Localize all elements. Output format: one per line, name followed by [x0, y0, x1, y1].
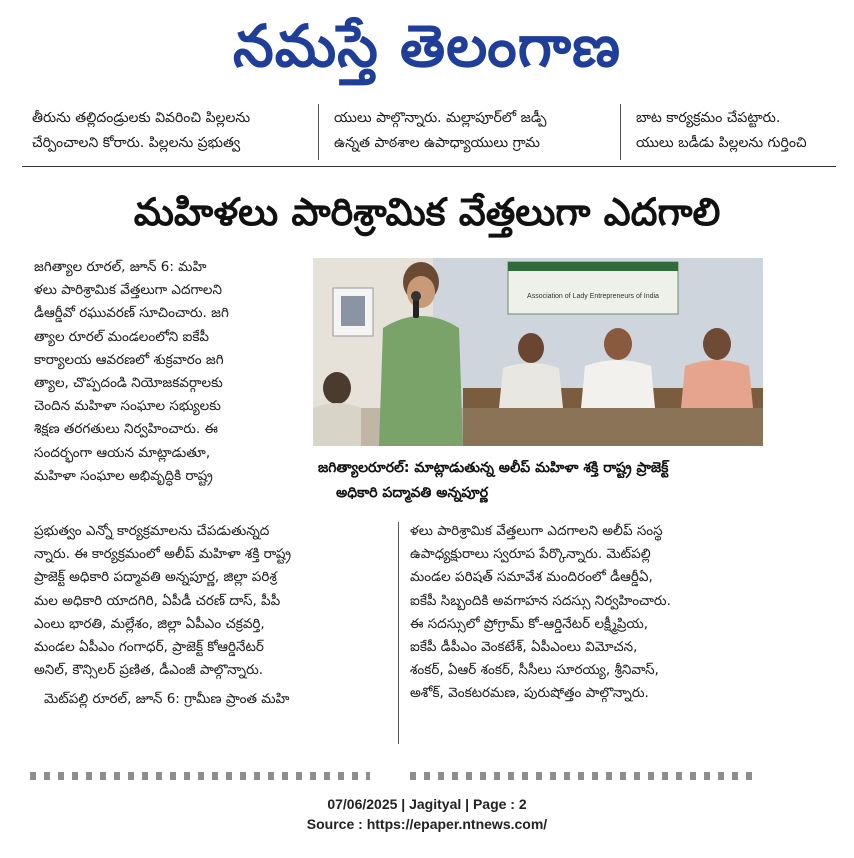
article-photo [313, 258, 763, 446]
previous-article-line: చేర్పించాలని కోరారు. పిల్లలను ప్రభుత్వ [32, 135, 241, 151]
article-line: అశోక్, వెంకటరమణ, పురుషోత్తం పాల్గొన్నారు. [410, 685, 649, 702]
previous-article-line: ఉన్నత పాఠశాల ఉపాధ్యాయులు గ్రామ [334, 135, 540, 151]
article-line: ప్రభుత్వం ఎన్నో కార్యక్రమాలను చేపడుతున్నద [34, 523, 270, 539]
column-divider [318, 104, 319, 160]
column-divider [620, 104, 621, 160]
article-line: అనిల్, కౌన్సిలర్ ప్రణిత, డీఎంజీ పాల్గొన్నారు. [34, 662, 264, 679]
page-footer [0, 794, 854, 834]
article-line: చెందిన మహిళా సంఘాల సభ్యులకు [34, 398, 221, 415]
article-line: మహిళా సంఘాల అభివృద్ధికి రాష్ట్ర [34, 467, 213, 484]
article-line: ప్రాజెక్ట్ అధికారి పద్మావతి అన్నపూర్ణ, జిల్లా పరిశ్ర [34, 569, 277, 586]
article-line: జగిత్యాల రూరల్, జూన్ 6: మహి [34, 259, 207, 275]
article-headline: మహిళలు పారిశ్రామిక వేత్తలుగా ఎదగాలి [133, 190, 721, 234]
article-line: త్యాల, చొప్పదండి నియోజకవర్గాలకు [34, 375, 223, 392]
article-column-left-continued [34, 520, 384, 712]
article-line: మండల పరిషత్ సమావేశ మందిరంలో డీఆర్డీఏ, [410, 569, 653, 586]
previous-article-col1 [32, 106, 302, 156]
article-line: డీఆర్డీవో రఘువరణ్ సూచించారు. జగి [34, 305, 229, 322]
section-divider [22, 166, 836, 167]
article-line: మండల ఏపీఎం గంగాధర్, ప్రాజెక్ట్ కోఆర్డినేటర్ [34, 639, 264, 656]
next-article-fragment [410, 772, 760, 780]
article-line: ఐకేపీ సిబ్బందికి అవగాహన సదస్సు నిర్వహించారు. [410, 592, 671, 609]
photo-illustration [313, 258, 763, 446]
footer-date-edition: 07/06/2025 | Jagityal | Page : 2 [327, 796, 527, 812]
caption-line: జగిత్యాలరూరల్: మాట్లాడుతున్న అలీప్ మహిళా శక్తి రాష్ట్ర ప్రాజెక్ట్ [318, 460, 669, 476]
article-line: కార్యాలయ ఆవరణలో శుక్రవారం జగి [34, 351, 224, 368]
previous-article-col2 [334, 106, 604, 156]
newspaper-masthead: నమస్తే తెలంగాణ [233, 12, 621, 80]
article-column-left [34, 256, 306, 488]
next-article-fragment [30, 772, 370, 780]
article-line: సందర్భంగా ఆయన మాట్లాడుతూ, [34, 444, 211, 461]
banner-text: Association of Lady Entrepreneurs of India [527, 293, 659, 300]
previous-article-line: యులు బడీడు పిల్లలను గుర్తించి [636, 135, 807, 151]
photo-caption [318, 456, 768, 506]
article-line: న్నారు. ఈ కార్యక్రమంలో అలీప్ మహిళా శక్తి రాష్ట్ర [34, 546, 292, 563]
previous-article-line: యులు పాల్గొన్నారు. మల్లాపూర్‌లో జడ్పీ [334, 110, 547, 126]
previous-article-line: బాట కార్యక్రమం చేపట్టారు. [636, 110, 781, 126]
article-line: ఎంలు భారతి, మల్లేశం, జిల్లా ఏపీఎం చక్రవర్తి, [34, 615, 265, 632]
caption-line: అధికారి పద్మావతి అన్నపూర్ణ [336, 485, 489, 501]
article-line: ఈ సదస్సులో ప్రోగ్రామ్ కో-ఆర్డినేటర్ లక్ష్మీప్రియ, [410, 615, 649, 632]
article-line: ళలు పారిశ్రామిక వేత్తలుగా ఎదగాలని అలీప్ సంస్థ [410, 523, 663, 539]
previous-article-line: తీరును తల్లిదండ్రులకు వివరించి పిల్లలను [32, 110, 251, 126]
article-line: ఉపాధ్యక్షురాలు స్వరూప పేర్కొన్నారు. మెట్‌పల్లి [410, 546, 651, 563]
article-line: ఐకేపీ డీపీఎం వెంకటేశ్, ఏపీఎంలు విమోచన, [410, 639, 638, 656]
article-line: మల అధికారి యాదగిరి, ఏపీడీ చరణ్ దాస్, పీపీ [34, 592, 281, 609]
previous-article-col3 [636, 106, 846, 156]
column-divider [398, 522, 399, 744]
article-line: ళలు పారిశ్రామిక వేత్తలుగా ఎదగాలని [34, 282, 222, 299]
article-line: శంకర్, ఏఆర్ శంకర్, సీసీలు సూరయ్య, శ్రీనివాస్, [410, 662, 659, 679]
article-column-right [410, 520, 770, 706]
article-line: మెట్‌పల్లి రూరల్, జూన్ 6: గ్రామీణ ప్రాంత మహి [44, 691, 290, 708]
article-line: శిక్షణ తరగతులు నిర్వహించారు. ఈ [34, 421, 218, 438]
footer-source: Source : https://epaper.ntnews.com/ [306, 816, 548, 832]
article-line: త్యాల రూరల్ మండలంలోని ఐకేపీ [34, 328, 210, 345]
